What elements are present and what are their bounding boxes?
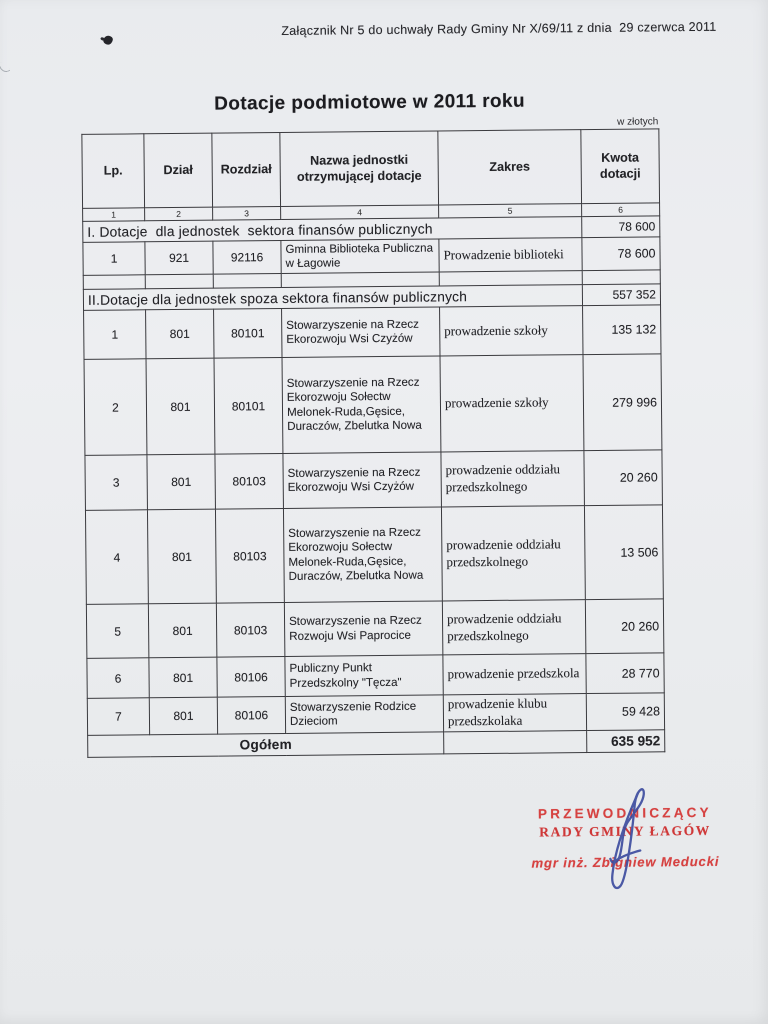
table-row — [84, 305, 661, 360]
col-header-zakres: Zakres — [438, 130, 582, 205]
total-row — [88, 730, 665, 758]
col-header-kwota: Kwota dotacji — [581, 129, 660, 204]
cell-nazwa: Publiczny Punkt Przedszkolny "Tęcza" — [285, 655, 443, 697]
cell-dzial: 801 — [147, 454, 216, 510]
cell-lp: 7 — [87, 698, 149, 736]
cell-zakres: prowadzenie oddziału przedszkolnego — [442, 600, 586, 655]
cell-rozdzial: 80103 — [215, 508, 284, 603]
cell-nazwa: Stowarzyszenie na Rzecz Ekorozwoju Sołectw Melonek-Ruda,Gęsice, Duraczów, Zbelutka Nowa — [283, 507, 442, 603]
annex-note: Załącznik Nr 5 do uchwały Rady Gminy Nr X/69/11 z dnia 29 czerwca 2011 — [281, 19, 717, 38]
total-amount: 635 952 — [587, 730, 665, 753]
cell-lp: 1 — [83, 242, 145, 276]
cell-kwota: 13 506 — [584, 505, 663, 600]
cell-lp: 3 — [85, 455, 148, 511]
section-1-title: I. Dotacje dla jednostek sektora finansów publicznych — [83, 217, 582, 243]
cell-kwota: 279 996 — [583, 354, 662, 451]
stamp-title: PRZEWODNICZĄCY — [537, 804, 712, 822]
cell-rozdzial: 80101 — [214, 308, 282, 358]
cell-kwota: 20 260 — [584, 450, 663, 506]
cell-zakres: prowadzenie oddziału przedszkolnego — [441, 451, 585, 507]
cell-zakres: Prowadzenie biblioteki — [439, 238, 582, 272]
table-row — [85, 505, 663, 605]
cell-nazwa: Stowarzyszenie na Rzecz Rozwoju Wsi Paprocice — [284, 601, 443, 657]
table-row — [85, 450, 663, 511]
section-1-amount: 78 600 — [582, 216, 660, 238]
chairman-stamp — [501, 805, 750, 871]
cell-dzial: 921 — [145, 241, 213, 275]
subsidies-table — [81, 128, 665, 758]
cell-lp: 6 — [87, 658, 149, 699]
currency-note: w złotych — [617, 116, 659, 128]
total-label: Ogółem — [88, 732, 444, 757]
col-number: 4 — [281, 205, 439, 220]
cell-rozdzial: 80106 — [217, 696, 285, 734]
col-number: 6 — [582, 203, 660, 217]
table-row — [84, 354, 662, 456]
cell-dzial: 801 — [147, 509, 216, 604]
cell-nazwa: Stowarzyszenie Rodzice Dzieciom — [285, 695, 443, 734]
scan-mark-icon — [0, 60, 10, 73]
cell-zakres: prowadzenie szkoły — [440, 306, 583, 356]
col-header-rozdzial: Rozdział — [212, 132, 281, 207]
col-number: 2 — [145, 207, 213, 221]
section-2-amount: 557 352 — [582, 284, 660, 306]
page-title: Dotacje podmiotowe w 2011 roku — [214, 90, 526, 115]
cell-rozdzial: 80103 — [216, 602, 285, 657]
cell-rozdzial: 92116 — [213, 240, 281, 274]
col-header-nazwa: Nazwa jednostki otrzymującej dotacje — [280, 131, 439, 207]
col-number: 1 — [83, 208, 145, 222]
col-header-dzial: Dział — [144, 133, 213, 208]
cell-nazwa: Gminna Biblioteka Publiczna w Łagowie — [281, 239, 439, 274]
subsidies-table-body — [82, 129, 665, 758]
table-row — [83, 237, 660, 276]
cell-zakres: prowadzenie oddziału przedszkolnego — [441, 506, 585, 601]
cell-lp: 2 — [84, 359, 147, 456]
cell-nazwa: Stowarzyszenie na Rzecz Ekorozwoju Wsi Czyżów — [282, 307, 440, 358]
cell-lp: 5 — [86, 604, 149, 659]
cell-nazwa: Stowarzyszenie na Rzecz Ekorozwoju Wsi Czyżów — [283, 452, 442, 509]
cell-dzial: 801 — [149, 657, 217, 698]
stamp-signatory-name: mgr inż. Zbigniew Meducki — [531, 853, 720, 871]
cell-kwota: 78 600 — [582, 237, 660, 271]
table-row — [86, 599, 663, 659]
subsidies-table-wrap — [81, 128, 664, 758]
cell-rozdzial: 80101 — [214, 357, 283, 454]
cell-kwota: 135 132 — [583, 305, 661, 355]
cell-dzial: 801 — [146, 358, 215, 455]
cell-dzial: 801 — [149, 697, 217, 735]
cell-kwota: 59 428 — [586, 693, 664, 731]
cell-rozdzial: 80106 — [217, 656, 285, 697]
table-row — [87, 653, 664, 699]
table-header-row — [82, 129, 660, 209]
col-number: 5 — [439, 204, 582, 218]
cell-lp: 1 — [84, 310, 146, 360]
col-number: 3 — [213, 206, 281, 220]
cell-rozdzial: 80103 — [215, 453, 284, 509]
cell-zakres: prowadzenie przedszkola — [443, 654, 586, 695]
col-header-lp: Lp. — [82, 134, 145, 209]
table-row — [87, 693, 664, 736]
cell-dzial: 801 — [146, 309, 214, 359]
cell-zakres: prowadzenie klubu przedszkolaka — [443, 694, 586, 732]
cell-zakres: prowadzenie szkoły — [440, 355, 584, 452]
cell-nazwa: Stowarzyszenie na Rzecz Ekorozwoju Sołectw Melonek-Ruda,Gęsice, Duraczów, Zbelutka Nowa — [282, 356, 441, 454]
cell-lp: 4 — [85, 510, 148, 605]
total-empty-cell — [444, 731, 587, 754]
cell-kwota: 28 770 — [586, 653, 664, 694]
section-2-title: II.Dotacje dla jednostek spoza sektora finansów publicznych — [83, 285, 582, 311]
cell-dzial: 801 — [148, 603, 217, 658]
stamp-institution: RADY GMINY ŁAGÓW — [539, 822, 711, 840]
scan-speck-icon — [102, 34, 114, 46]
cell-kwota: 20 260 — [585, 599, 664, 654]
